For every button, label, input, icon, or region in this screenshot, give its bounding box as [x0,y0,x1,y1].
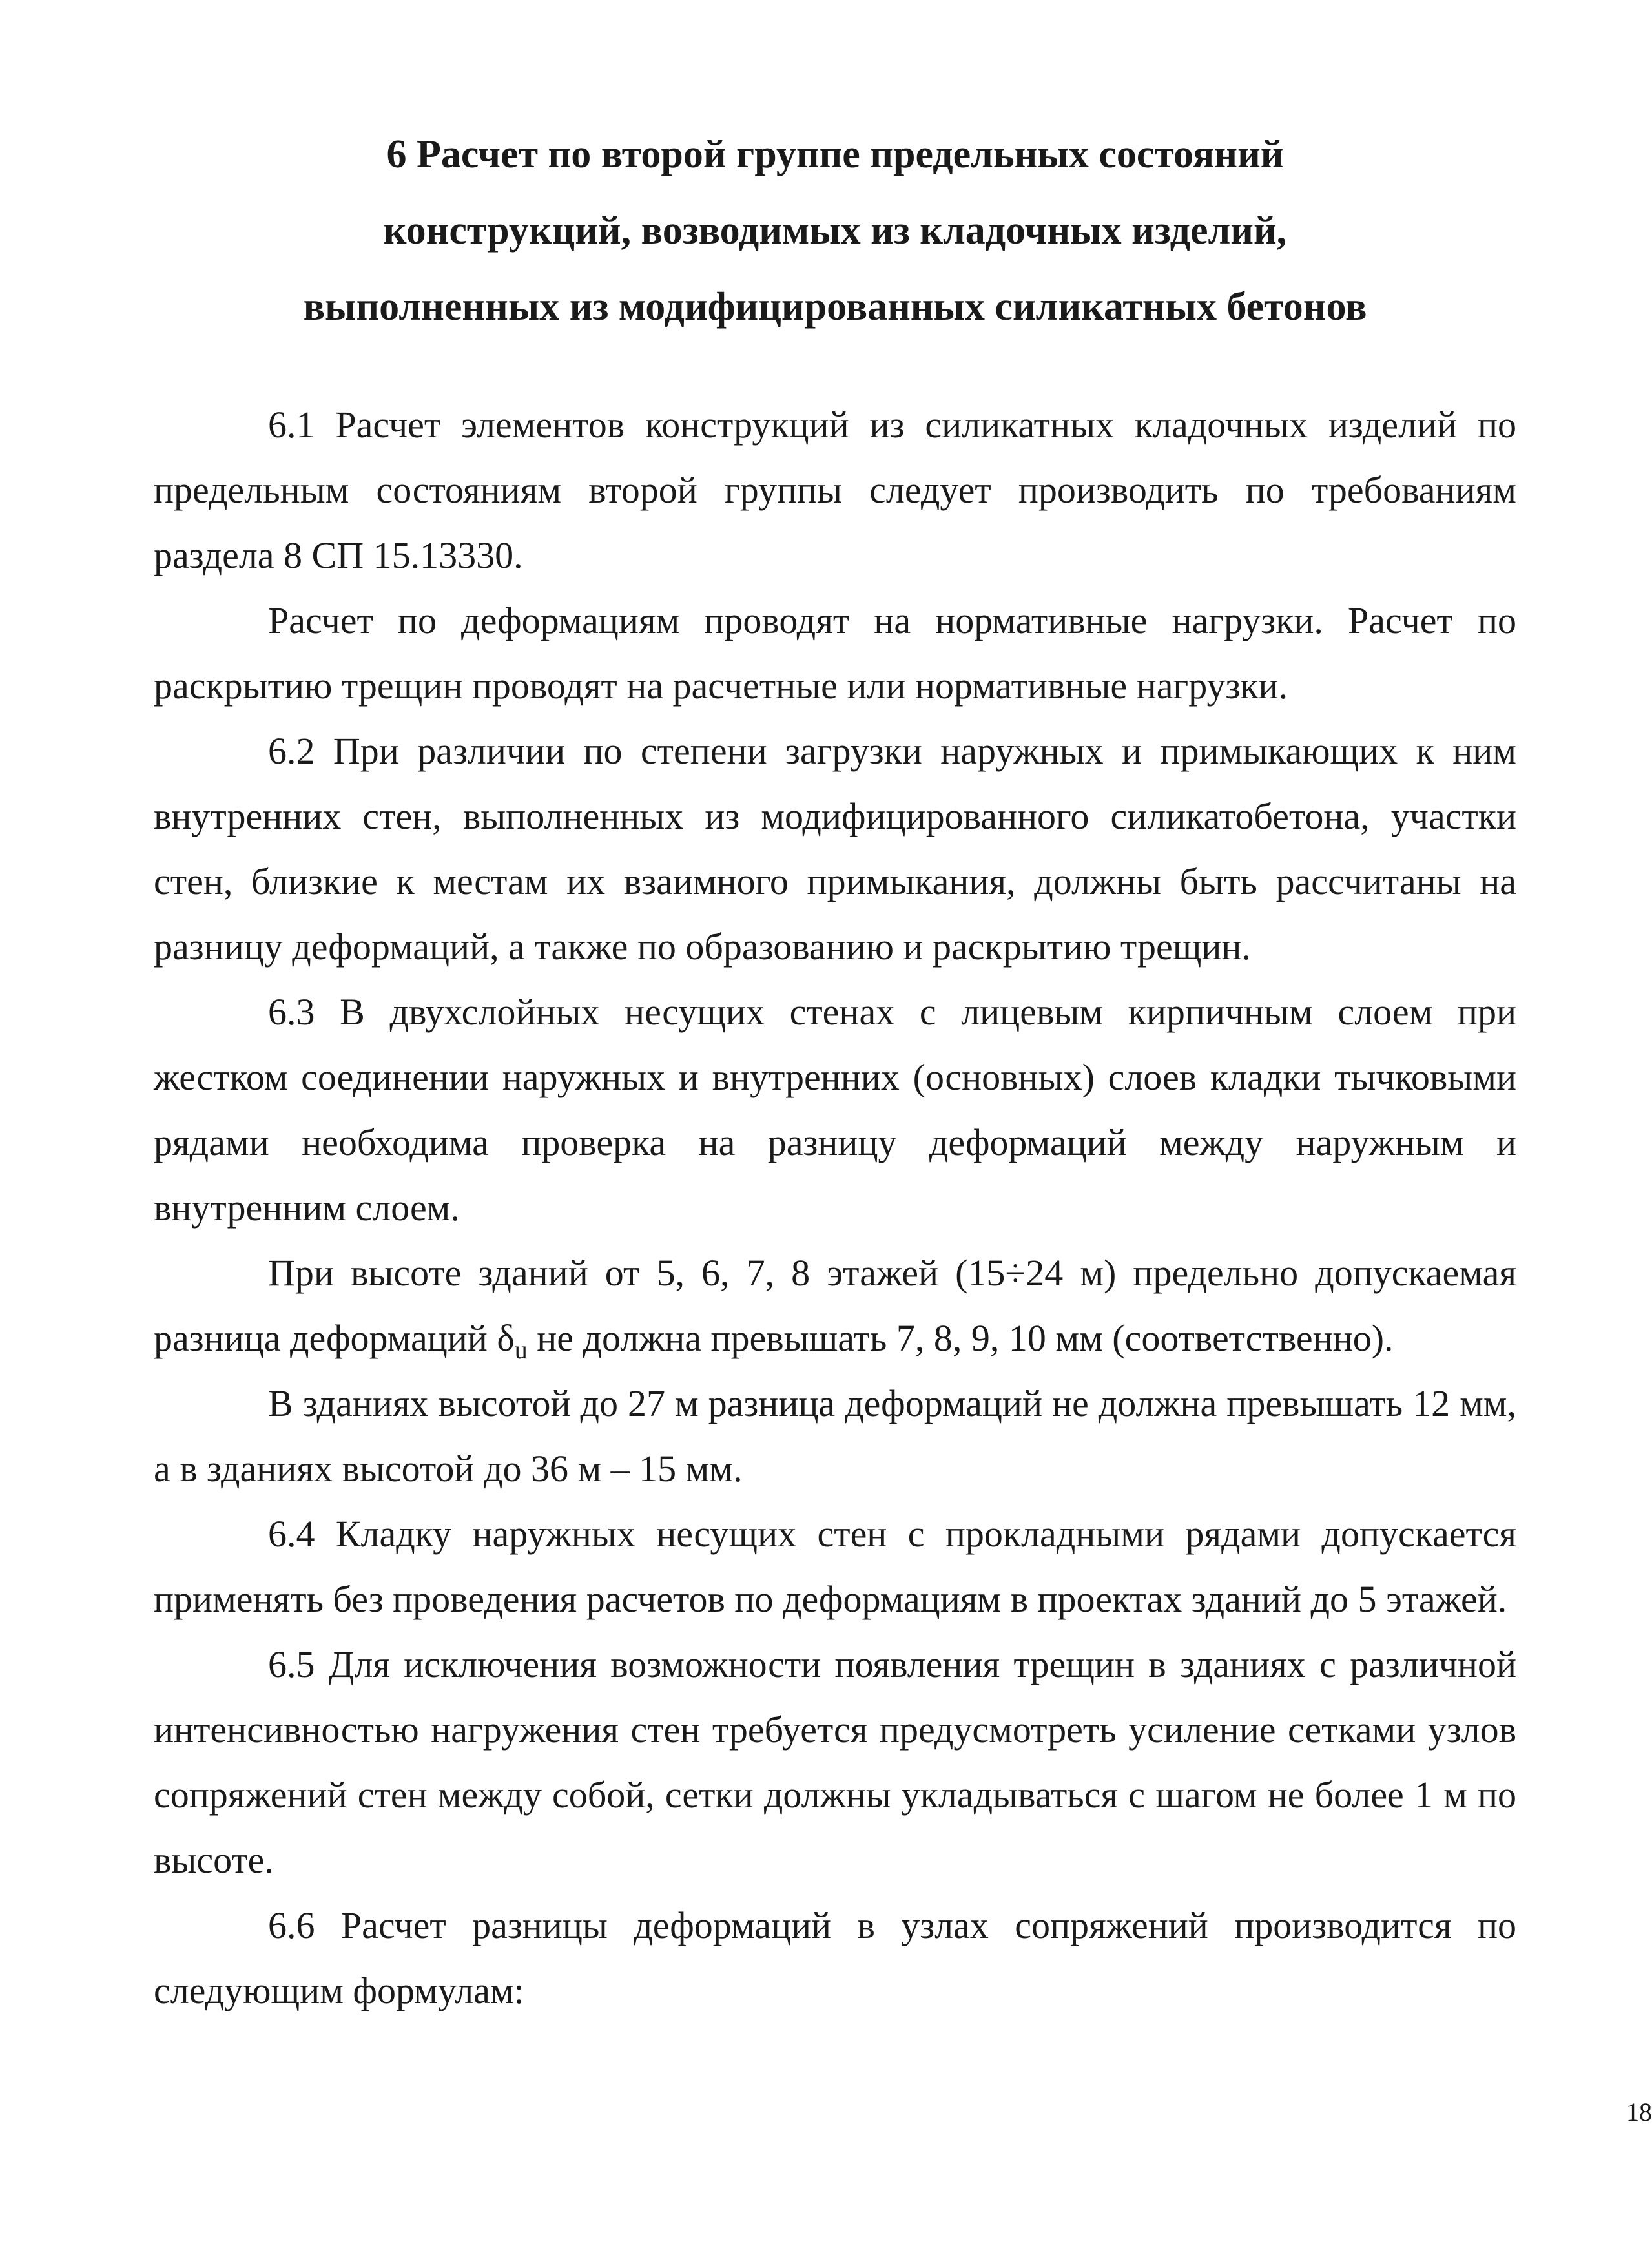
paragraph-27m-buildings: В зданиях высотой до 27 м разница деформаций не должна превышать 12 мм, а в зданиях высотой до 36 м – 15 мм. [154,1382,1516,1490]
page-number: 18 [1626,2097,1652,2126]
delta-subscript: u [514,1335,528,1364]
paragraph-6-3: 6.3 В двухслойных несущих стенах с лицевым кирпичным слоем при жестком соединении наружных и внутренних (основных) слоев кладки тычковыми рядами необходима проверка на разницу деформаций между наружным и внутренним слоем. [154,991,1516,1229]
paragraph-6-4: 6.4 Кладку наружных несущих стен с прокладными рядами допускается применять без проведения расчетов по деформациям в проектах зданий до 5 этажей. [154,1513,1516,1620]
paragraph-height-limits [154,1240,1516,1371]
paragraph-6-2: 6.2 При различии по степени загрузки наружных и примыкающих к ним внутренних стен, выполненных из модифицированного силикатобетона, участки стен, близкие к местам их взаимного примыкания, должны быть рассчитаны на разницу деформаций, а также по образованию и раскрытию трещин. [154,730,1516,968]
section-heading [154,116,1516,345]
document-page [154,0,1652,2266]
height-limits-text-b: не должна превышать 7, 8, 9, 10 мм (соответственно). [527,1317,1394,1359]
heading-line-1: 6 Расчет по второй группе предельных состояний [386,132,1284,176]
paragraph-6-6: 6.6 Расчет разницы деформаций в узлах сопряжений производится по следующим формулам: [154,1904,1516,2011]
height-limits-text-a: При высоте зданий от 5, 6, 7, 8 этажей (15÷24 м) предельно допускаемая разница деформаций δ [154,1252,1516,1359]
heading-line-3: выполненных из модифицированных силикатных бетонов [303,285,1367,329]
section-body [154,392,1516,2023]
paragraph-6-1: 6.1 Расчет элементов конструкций из силикатных кладочных изделий по предельным состояниям второй группы следует производить по требованиям раздела 8 СП 15.13330. [154,404,1516,576]
paragraph-deformation-loads: Расчет по деформациям проводят на нормативные нагрузки. Расчет по раскрытию трещин проводят на расчетные или нормативные нагрузки. [154,599,1516,707]
heading-line-2: конструкций, возводимых из кладочных изделий, [383,209,1287,253]
paragraph-6-5: 6.5 Для исключения возможности появления трещин в зданиях с различной интенсивностью нагружения стен требуется предусмотреть усиление сетками узлов сопряжений стен между собой, сетки должны укладываться с шагом не более 1 м по высоте. [154,1643,1516,1881]
